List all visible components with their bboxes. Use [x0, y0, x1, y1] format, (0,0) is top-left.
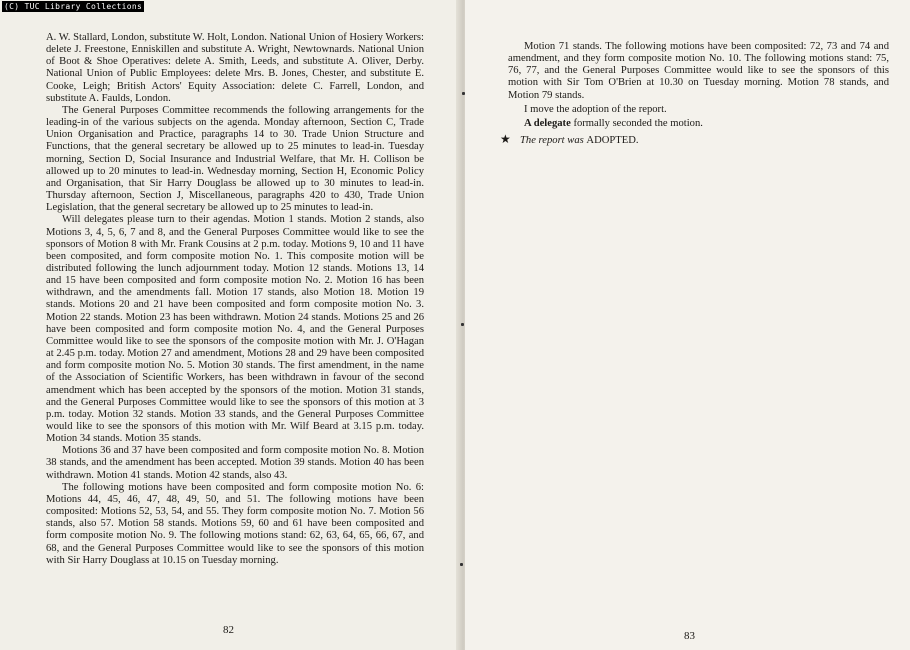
- delegate-rest: formally seconded the motion.: [573, 117, 703, 129]
- delegate-label: A delegate: [524, 117, 571, 129]
- margin-speck: [461, 323, 464, 326]
- right-page: [465, 0, 910, 650]
- left-page-text: [46, 32, 424, 567]
- line-report-adopted: [500, 132, 889, 147]
- margin-speck: [462, 92, 465, 95]
- star-icon: ★: [500, 132, 511, 147]
- paragraph-substitutions: A. W. Stallard, London, substitute W. Holt, London. National Union of Hosiery Workers: delete J. Freestone, Enniskillen and substitute A. Wright, Newtownards. National Union of Boot & Shoe Operatives: delete A. Smith, Leeds, and substitute A. Oliver, Derby. National Union of Public Employees: delete Mrs. B. Jones, Chester, and substitute E. Cooke, Leigh; British Actors' Equity Association: delete C. Farrell, London, and substitute A. Faulds, London.: [46, 32, 424, 104]
- line-move-adoption: I move the adoption of the report.: [524, 103, 667, 115]
- paragraph-motions-36-43: Motions 36 and 37 have been composited and form composite motion No. 8. Motion 38 stands, and the amendment has been accepted. Motion 39 stands. Motion 40 has been withdrawn. Motion 41 stands. Motion 42 stands, also 43.: [46, 445, 424, 481]
- page-number-right: 83: [684, 630, 695, 642]
- paragraph-composited-motions: The following motions have been composited and form composite motion No. 6: Motions 44, 45, 46, 47, 48, 49, 50, and 51. The following motions have been composited: Motions 52, 53, 54, and 55. They form composite motion No. 7. Motion 56 stands, also 57. Motion 58 stands. Motions 59, 60 and 61 have been composited and form composite motion No. 9. The following motions stand: 62, 63, 64, 65, 66, 67, and 68, and the General Purposes Committee would like to see the sponsors of this motion with Sir Harry Douglass at 10.15 on Tuesday morning.: [46, 481, 424, 566]
- right-page-text: [500, 41, 889, 147]
- copyright-watermark: (C) TUC Library Collections: [4, 2, 143, 11]
- page-number-left: 82: [223, 624, 234, 636]
- paragraph-lead-in-arrangements: The General Purposes Committee recommends the following arrangements for the leading-in of the various subjects on the agenda. Monday afternoon, Section C, Trade Union Organisation and Practice, paragraphs 14 to 30. Trade Union Structure and Functions, that the general secretary be allowed up to 25 minutes to lead-in. Tuesday morning, Section D, Social Insurance and Industrial Welfare, that Mr. H. Collison be allowed up to 20 minutes to lead-in. Wednesday morning, Section H, Economic Policy and Organisation, that Sir Harry Douglass be allowed up to 30 minutes to lead-in. Thursday afternoon, Section J, Miscellaneous, paragraphs 420 to 430, Trade Union Legislation, that the general secretary be allowed up to 25 minutes to lead-in.: [46, 104, 424, 214]
- paragraph-motions-71-79: Motion 71 stands. The following motions have been composited: 72, 73 and 74 and amendment, and they form composite motion No. 10. The following motions stand: 75, 76, 77, and the General Purposes Committee would like to see the sponsors of this motion with Sir Tom O'Brien at 10.30 on Tuesday morning. Motion 78 stands, and Motion 79 stands.: [508, 41, 889, 101]
- paragraph-agenda-motions: Will delegates please turn to their agendas. Motion 1 stands. Motion 2 stands, also Motions 3, 4, 5, 6, 7 and 8, and the General Purposes Committee would like to see the sponsors of Motion 8 with Mr. Frank Cousins at 2 p.m. today. Motions 9, 10 and 11 have been composited, and form composite motion No. 1. This composite motion will be distributed following the lunch adjournment today. Motion 12 stands. Motions 13, 14 and 15 have been composited and form composite motion No. 2. Motion 16 has been withdrawn, and the amendments fall. Motion 17 stands, also Motion 18. Motion 19 stands. Motions 20 and 21 have been composited and form composite motion No. 3. Motion 22 stands. Motion 23 has been withdrawn. Motion 24 stands. Motions 25 and 26 have been composited and form composite motion No. 4, and the General Purposes Committee would like to see the sponsors of the composite motion with Mr. J. O'Hagan at 2.45 p.m. today. Motion 27 and amendment, Motions 28 and 29 have been composited and form composite motion No. 5. Motion 30 stands. The first amendment, in the name of the Association of Scientific Workers, has been withdrawn in favour of the second amendment which has been accepted by the sponsors of the motion. Motion 31 stands, and the General Purposes Committee would like to see the sponsors of this motion at 3 p.m. today. Motion 32 stands. Motion 33 stands, and the General Purposes Committee would like to see the sponsors of this motion with Mr. Wilf Beard at 3.15 p.m. today. Motion 34 stands. Motion 35 stands.: [46, 214, 424, 445]
- adopted-prefix: The report was: [520, 135, 584, 147]
- line-delegate-seconded: [508, 118, 889, 130]
- adopted-word: ADOPTED.: [586, 135, 639, 147]
- margin-speck: [460, 563, 463, 566]
